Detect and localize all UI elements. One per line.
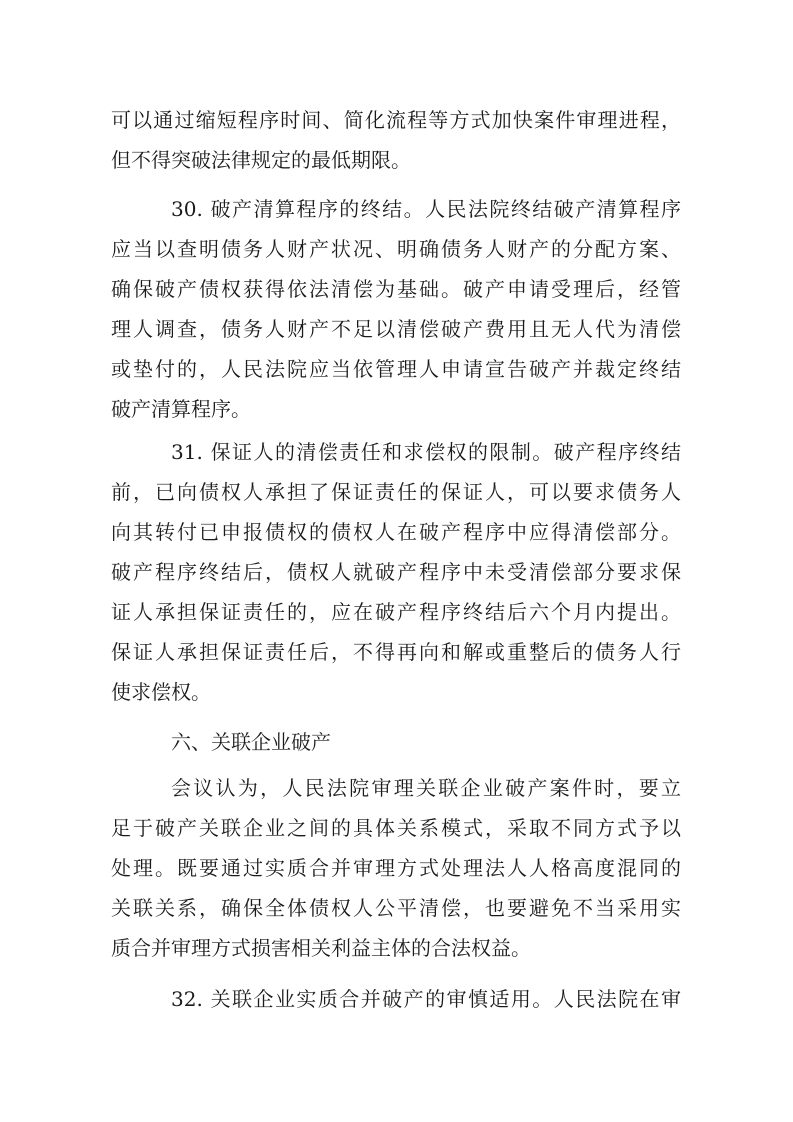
text-line: 质合并审理方式损害相关利益主体的合法权益。 [111,936,531,960]
text-line: 前，已向债权人承担了保证责任的保证人，可以要求债务人 [111,480,681,504]
text-line: 或垫付的，人民法院应当依管理人申请宣告破产并裁定终结 [111,357,681,381]
text-line: 确保破产债权获得依法清偿为基础。破产申请受理后，经管 [111,277,681,301]
section-heading: 六、关联企业破产 [171,730,331,754]
text-line: 但不得突破法律规定的最低期限。 [111,148,411,172]
paragraph-32-start: 32. 关联企业实质合并破产的审慎适用。人民法院在审 [171,987,681,1011]
text-line: 理人调查，债务人财产不足以清偿破产费用且无人代为清偿 [111,317,681,341]
text-line: 向其转付已申报债权的债权人在破产程序中应得清偿部分。 [111,520,681,544]
text-line: 破产程序终结后，债权人就破产程序中未受清偿部分要求保 [111,560,681,584]
text-line: 可以通过缩短程序时间、简化流程等方式加快案件审理进程， [111,108,681,132]
text-line: 关联关系，确保全体债权人公平清偿，也要避免不当采用实 [111,896,681,920]
paragraph-30-start: 30. 破产清算程序的终结。人民法院终结破产清算程序 [171,197,681,221]
paragraph-meeting-start: 会议认为，人民法院审理关联企业破产案件时，要立 [171,776,681,800]
text-line: 应当以查明债务人财产状况、明确债务人财产的分配方案、 [111,237,681,261]
text-line: 证人承担保证责任的，应在破产程序终结后六个月内提出。 [111,600,681,624]
text-line: 使求偿权。 [111,680,211,704]
text-line: 保证人承担保证责任后，不得再向和解或重整后的债务人行 [111,640,681,664]
text-line: 足于破产关联企业之间的具体关系模式，采取不同方式予以 [111,816,681,840]
text-line: 破产清算程序。 [111,397,251,421]
paragraph-31-start: 31. 保证人的清偿责任和求偿权的限制。破产程序终结 [171,440,681,464]
text-line: 处理。既要通过实质合并审理方式处理法人人格高度混同的 [111,856,681,880]
